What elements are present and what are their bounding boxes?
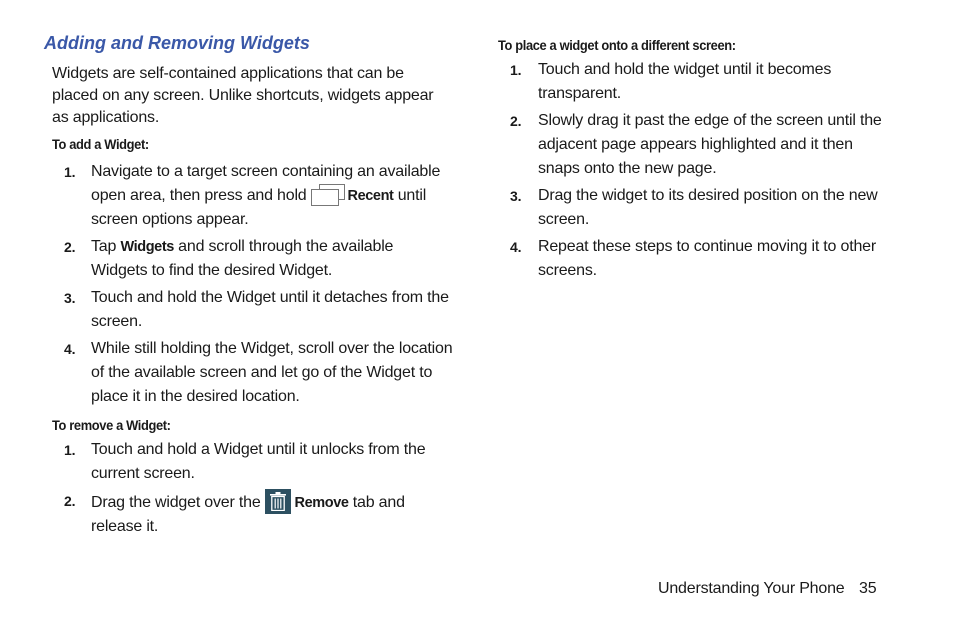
step-number: 2. [64, 493, 76, 509]
page-footer [658, 578, 877, 600]
step-text: Repeat these steps to continue moving it to other screens. [538, 238, 876, 279]
step-text: While still holding the Widget, scroll over the location of the available screen and let go of the Widget to place it in the desired location. [91, 340, 453, 405]
page-number: 35 [859, 580, 877, 597]
step-text: Slowly drag it past the edge of the screen until the adjacent page appears highlighted and it then snaps onto the new page. [538, 112, 882, 177]
step-number: 3. [64, 290, 76, 306]
step-text: Tap Widgets and scroll through the available Widgets to find the desired Widget. [91, 238, 394, 279]
trash-icon [265, 489, 291, 514]
step-text: Navigate to a target screen containing an available open area, then press and hold Recent until screen options appear. [91, 163, 441, 228]
step-number: 4. [510, 239, 522, 255]
recent-label: Recent [347, 188, 394, 204]
step-number: 3. [510, 188, 522, 204]
footer-section-title: Understanding Your Phone [658, 580, 845, 597]
widgets-label: Widgets [120, 239, 174, 255]
recent-apps-icon [311, 184, 345, 206]
remove-label: Remove [294, 495, 349, 511]
add-widget-heading: To add a Widget: [52, 136, 149, 152]
step-text: Touch and hold a Widget until it unlocks from the current screen. [91, 441, 426, 482]
step-number: 2. [510, 113, 522, 129]
step-number: 2. [64, 239, 76, 255]
step-text: Touch and hold the Widget until it detaches from the screen. [91, 289, 449, 330]
step-text: Touch and hold the widget until it becomes transparent. [538, 61, 832, 102]
step-number: 1. [510, 62, 522, 78]
step-number: 4. [64, 341, 76, 357]
step-text: Drag the widget to its desired position on the new screen. [538, 187, 878, 228]
intro-paragraph: Widgets are self-contained applications that can be placed on any screen. Unlike shortcuts, widgets appear as applications. [52, 65, 434, 126]
step-text: Drag the widget over the Remove tab and release it. [91, 489, 453, 539]
section-title: Adding and Removing Widgets [44, 33, 310, 53]
step-number: 1. [64, 164, 76, 180]
step-number: 1. [64, 442, 76, 458]
place-widget-heading: To place a widget onto a different screen: [498, 37, 736, 53]
remove-widget-heading: To remove a Widget: [52, 417, 171, 433]
